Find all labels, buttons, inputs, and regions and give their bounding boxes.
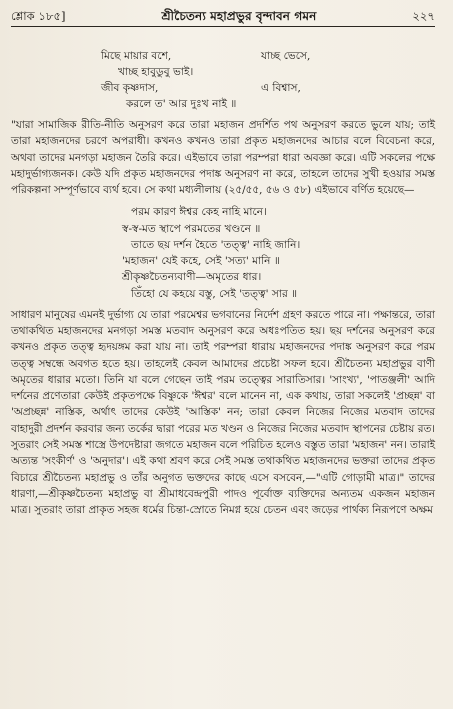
- purport-text: [11, 117, 435, 519]
- song-line: [11, 80, 435, 96]
- song-line: [11, 48, 435, 64]
- song-line: [11, 64, 435, 80]
- verse-reference: শ্লোক ১৮৫]: [11, 9, 66, 23]
- verse-line: তিঁহো যে কহয়ে বস্তু, সেই 'তত্ত্ব' সার ॥: [131, 287, 298, 300]
- song-line-part: খাচ্ছ হাবুডুবু ভাই।: [118, 66, 194, 78]
- song-line: [11, 96, 435, 112]
- song-line-part: জীব কৃষ্ণদাস,: [101, 82, 159, 94]
- song-line-part: মিছে মায়ার বশে,: [101, 50, 172, 62]
- quoted-verses: [11, 204, 435, 301]
- page-number: ২২৭: [412, 9, 435, 23]
- verse-line: 'মহাজন' যেই কহে, সেই 'সত্য' মানি ॥: [122, 255, 280, 268]
- paragraph: সাধারণ মানুষের এমনই দুর্ভাগ্য যে তারা পরমেশ্বর ভগবানের নির্দেশ গ্রহণ করতে পারে না। পক্ষান্তরে, তারা তথাকথিত মহাজনদের মনগড়া সমস্ত মতবাদ অনুসরণ করে অধঃপতিত হয়। ছয় দর্শনের অনুসরণ করে কখনও প্রকৃত তত্ত্ব হৃদয়ঙ্গম করা যায় না। তাই পরম্পরা ধারায় মহাজনদের পদাঙ্ক অনুসরণ করে পরম তত্ত্ব সম্বন্ধে অবগত হতে হয়। তাহলেই কেবল আমাদের প্রচেষ্টা সফল হবে। শ্রীচৈতন্য মহাপ্রভুর বাণী অমৃতের ধারার মতো। তিনি যা বলে গেছেন তাই পরম তত্ত্বের সারাতিসার। 'সাংখ্য', 'পাতঞ্জলী' আদি দর্শনের প্রণেতারা কেউই প্রকৃতপক্ষে বিষ্ণুকে 'ঈশ্বর' বলে মানেন না, এক কথায়, তারা সকলেই 'প্রচ্ছন্ন' বা 'অপ্রচ্ছন্ন' নাস্তিক, অর্থাৎ তাদের কেউই 'আস্তিক' নন; তারা কেবল নিজের নিজের মতবাদ তাদের বাহাদুরী প্রদর্শন করবার জন্য তর্কের দ্বারা পরের মত খণ্ডন ও নিজের নিজের মতবাদ স্থাপনের চেষ্টায় রত। সুতরাং সেই সমস্ত শাস্ত্রে উপদেষ্টারা জগতে মহাজন বলে পরিচিত হলেও বস্তুত তারা 'মহাজন' নন। তারাই অত্যন্ত 'সংকীর্ণ' ও 'অনুদার'। এই কথা শ্রবণ করে সেই সমস্ত তথাকথিত মহাজনদের ভক্তরা তাদের প্রকৃত বিচারে শ্রীচৈতন্য মহাপ্রভু ও তাঁর অনুগত ভক্তদের কাছে এসে বসবেন,—"এটি গোড়ামী মাত্র।" তাদের ধারণা,—শ্রীকৃষ্ণচৈতন্য মহাপ্রভু বা শ্রীমাধবেন্দ্রপুরী পাদও পূর্বোক্ত ব্যক্তিদের অন্যতম একজন মহাজন মাত্র। সুতরাং তারা প্রাকৃত সহজ ধর্মের চিন্তা-স্রোতে নিমগ্ন হয়ে চেতন এবং জড়ের পার্থক্য নিরূপণে অক্ষম: [11, 308, 435, 517]
- verse-line: শ্রীকৃষ্ণচৈতন্যবাণী—অমৃতের ধার।: [122, 271, 262, 284]
- verse-line: তাতে ছয় দর্শন হৈতে 'তত্ত্ব' নাহি জানি।: [131, 238, 301, 251]
- verse-line: স্ব-স্ব-মত স্থাপে পরমতের খণ্ডনে ॥: [122, 222, 261, 235]
- song-line-part: এ বিশ্বাস,: [261, 82, 301, 94]
- opening-song: [11, 48, 435, 112]
- song-line-part: করলে ত' আর দুঃখ নাই ॥: [126, 98, 237, 110]
- page-header: [11, 8, 435, 27]
- verse-line: পরম কারণ ঈশ্বর কেহ নাহি মানে।: [131, 206, 267, 219]
- chapter-title: শ্রীচৈতন্য মহাপ্রভুর বৃন্দাবন গমন: [161, 9, 317, 23]
- paragraph: "যারা সামাজিক রীতি-নীতি অনুসরণ করে তারা মহাজন প্রদর্শিত পথ অনুসরণ করতে ভুলে যায়; তাই তারা মহাজনদের চরণে অপরাধী। কখনও কখনও তারা প্রকৃত মহাজনদের আচার বলে বিবেচনা করে, অথবা তাদের মনগড়া মহাজন তৈরি করে। এইভাবে তারা পরম্পরা ধারা অবজ্ঞা করে। এটি সকলের পক্ষে মহাদুর্ভাগ্যজনক। কেউ যদি প্রকৃত মহাজনদের পদাঙ্ক অনুসরণ না করে, তাহলে তাদের সুখী হওয়ার সমস্ত পরিকল্পনা সম্পূর্ণভাবে ব্যর্থ হবে। সে কথা মধ্যলীলায় (২৫/৫৫, ৫৬ ও ৫৮) এইভাবে বর্ণিত হয়েছে—: [11, 119, 435, 197]
- song-line-part: যাচ্ছ ভেসে,: [261, 50, 311, 62]
